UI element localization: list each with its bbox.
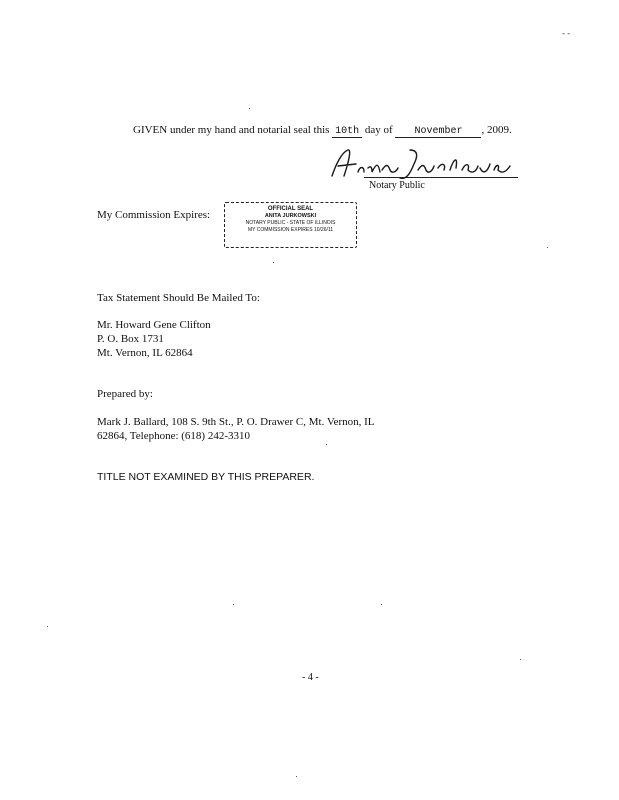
- scan-speck: [381, 604, 382, 605]
- notary-line-mid: day of: [364, 124, 393, 136]
- tax-mail-name: Mr. Howard Gene Clifton: [97, 319, 211, 331]
- signature-line: [364, 177, 518, 178]
- tax-mail-box: P. O. Box 1731: [97, 333, 164, 345]
- notary-line-prefix: GIVEN under my hand and notarial seal this: [133, 124, 330, 136]
- notary-public-caption: Notary Public: [369, 180, 425, 191]
- notary-month-field: November: [395, 126, 481, 138]
- tax-mail-city: Mt. Vernon, IL 62864: [97, 347, 193, 359]
- scan-speck: [547, 247, 548, 248]
- commission-expires-label: My Commission Expires:: [97, 209, 211, 221]
- scan-speck: [296, 776, 297, 777]
- official-seal-stamp: [224, 202, 357, 248]
- seal-name: ANITA JURKOWSKI: [264, 213, 317, 219]
- notary-line-suffix: , 2009.: [481, 124, 512, 136]
- notary-day-field: 10th: [332, 126, 362, 138]
- header-marks: - -: [562, 28, 571, 38]
- seal-title: OFFICIAL SEAL: [267, 206, 314, 212]
- page-number: - 4 -: [302, 672, 319, 683]
- preparer-address-line-1: Mark J. Ballard, 108 S. 9th St., P. O. Drawer C, Mt. Vernon, IL: [97, 416, 375, 428]
- scan-speck: [326, 444, 327, 445]
- scan-speck: [249, 108, 250, 109]
- tax-statement-heading: Tax Statement Should Be Mailed To:: [97, 292, 260, 304]
- prepared-by-heading: Prepared by:: [97, 388, 153, 400]
- seal-state: NOTARY PUBLIC - STATE OF ILLINOIS: [245, 220, 336, 226]
- scan-speck: [520, 659, 521, 660]
- scan-speck: [47, 626, 48, 627]
- scan-speck: [233, 604, 234, 605]
- scan-speck: [273, 262, 274, 263]
- seal-expiry: MY COMMISSION EXPIRES 10/26/11: [247, 227, 334, 233]
- notary-acknowledgement-line: [133, 124, 512, 138]
- title-disclaimer: TITLE NOT EXAMINED BY THIS PREPARER.: [97, 471, 315, 483]
- preparer-address-line-2: 62864, Telephone: (618) 242-3310: [97, 430, 251, 442]
